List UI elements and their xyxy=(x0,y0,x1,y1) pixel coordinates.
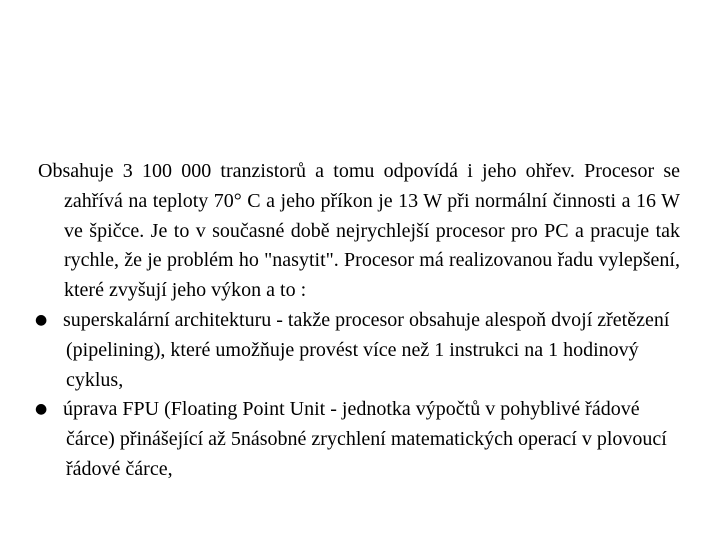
slide-body xyxy=(35,157,680,485)
intro-paragraph: Obsahuje 3 100 000 tranzistorů a tomu odpovídá i jeho ohřev. Procesor se zahřívá na teploty 70° C a jeho příkon je 13 W při normální činnosti a 16 W ve špičce. Je to v současné době nejrychlejší procesor pro PC a pracuje tak rychle, že je problém ho "nasytit". Procesor má realizovanou řadu vylepšení, které zvyšují jeho výkon a to : xyxy=(38,160,680,302)
bullet-item-superscalar xyxy=(35,306,680,395)
bullet-item-fpu xyxy=(35,395,680,484)
bullet-text-fpu: úprava FPU (Floating Point Unit - jednotka výpočtů v pohyblivé řádové čárce) přinášející až 5násobné zrychlení matematických operací v plovoucí řádové čárce, xyxy=(63,398,667,480)
bullet-icon: ● xyxy=(35,401,48,418)
bullet-icon: ● xyxy=(35,311,48,328)
bullet-text-superscalar: superskalární architekturu - takže procesor obsahuje alespoň dvojí zřetězení (pipelining), které umožňuje provést více než 1 instrukci na 1 hodinový cyklus, xyxy=(63,308,670,391)
